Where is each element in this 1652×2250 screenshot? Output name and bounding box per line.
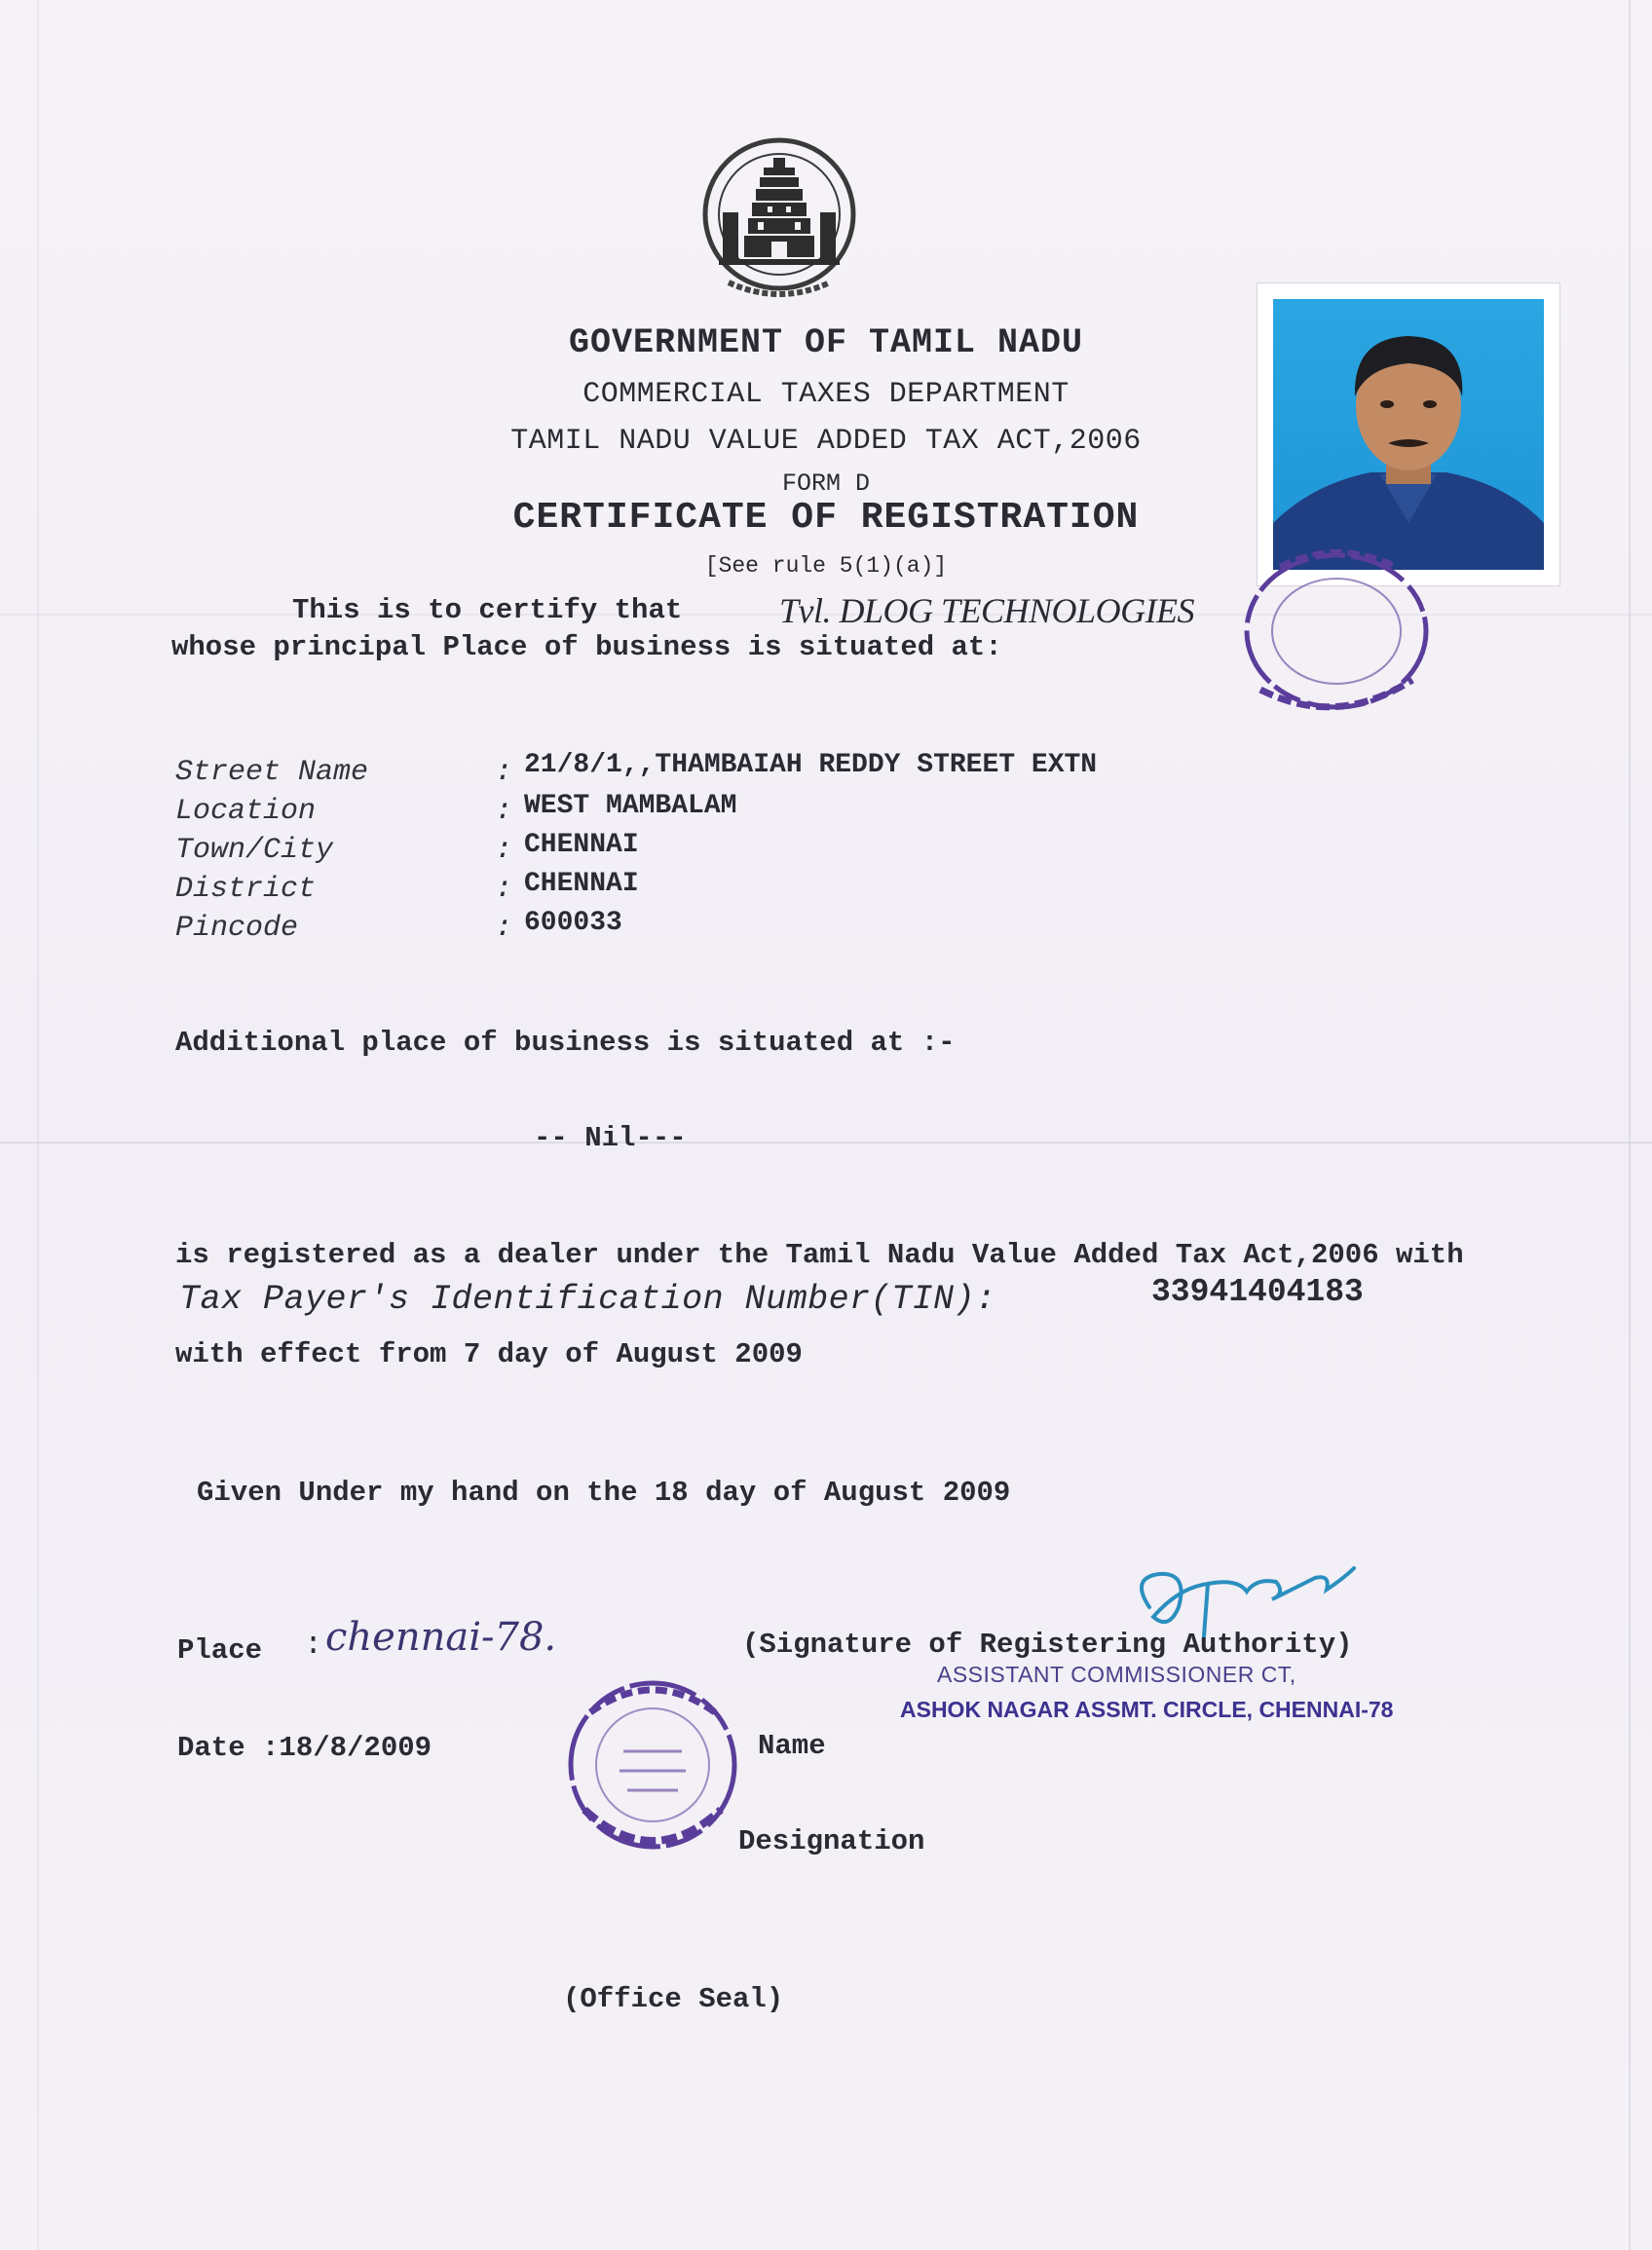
- office-seal-label: (Office Seal): [563, 1983, 784, 2015]
- government-heading: GOVERNMENT OF TAMIL NADU: [568, 323, 1084, 362]
- district-label: District: [175, 873, 317, 906]
- person-portrait-icon: [1273, 299, 1544, 570]
- location-label: Location: [175, 795, 317, 828]
- given-under-hand-text: Given Under my hand on the 18 day of August 2009: [197, 1477, 1011, 1509]
- office-seal-stamp-icon: [555, 1664, 750, 1868]
- effect-date-text: with effect from 7 day of August 2009: [175, 1338, 803, 1370]
- place-label: Place: [177, 1634, 263, 1667]
- dealer-name: Tvl. DLOG TECHNOLOGIES: [779, 591, 1195, 630]
- registered-text: is registered as a dealer under the Tamil Nadu Value Added Tax Act,2006 with: [175, 1239, 1464, 1271]
- tin-value: 33941404183: [1151, 1274, 1364, 1310]
- district-value: CHENNAI: [524, 869, 639, 899]
- town-city-value: CHENNAI: [524, 830, 639, 860]
- authority-title-stamp: ASSISTANT COMMISSIONER CT,: [937, 1662, 1296, 1687]
- tin-label: Tax Payer's Identification Number(TIN):: [179, 1280, 996, 1319]
- department-heading: COMMERCIAL TAXES DEPARTMENT: [582, 378, 1070, 411]
- additional-place-heading: Additional place of business is situated at :-: [175, 1027, 956, 1059]
- colon: :: [495, 834, 513, 867]
- principal-place-text: whose principal Place of business is situated at:: [171, 631, 1002, 663]
- certify-text: This is to certify that: [292, 594, 683, 626]
- act-heading: TAMIL NADU VALUE ADDED TAX ACT,2006: [510, 425, 1142, 458]
- colon: :: [495, 795, 513, 828]
- pincode-label: Pincode: [175, 912, 299, 945]
- rule-reference: [See rule 5(1)(a)]: [704, 553, 948, 579]
- date-label: Date :18/8/2009: [177, 1732, 432, 1764]
- form-heading: FORM D: [781, 469, 870, 498]
- colon: :: [495, 912, 513, 945]
- round-seal-stamp-icon: [1221, 534, 1446, 719]
- fold-line: [0, 1142, 1652, 1144]
- additional-place-value: -- Nil---: [534, 1122, 687, 1154]
- street-name-value: 21/8/1,,THAMBAIAH REDDY STREET EXTN: [524, 750, 1098, 780]
- pincode-value: 600033: [524, 908, 622, 938]
- location-value: WEST MAMBALAM: [524, 791, 737, 821]
- designation-label: Designation: [738, 1825, 925, 1857]
- place-handwritten-value: chennai-78.: [325, 1615, 557, 1660]
- town-city-label: Town/City: [175, 834, 334, 867]
- colon: :: [495, 756, 513, 789]
- tamil-nadu-temple-emblem-icon: [699, 134, 859, 306]
- colon: :: [495, 873, 513, 906]
- street-name-label: Street Name: [175, 756, 369, 789]
- colon: :: [304, 1627, 323, 1663]
- authority-circle-stamp: ASHOK NAGAR ASSMT. CIRCLE, CHENNAI-78: [900, 1697, 1394, 1722]
- certificate-title: CERTIFICATE OF REGISTRATION: [512, 497, 1140, 539]
- signature-label: (Signature of Registering Authority): [742, 1629, 1353, 1661]
- name-label: Name: [758, 1730, 826, 1762]
